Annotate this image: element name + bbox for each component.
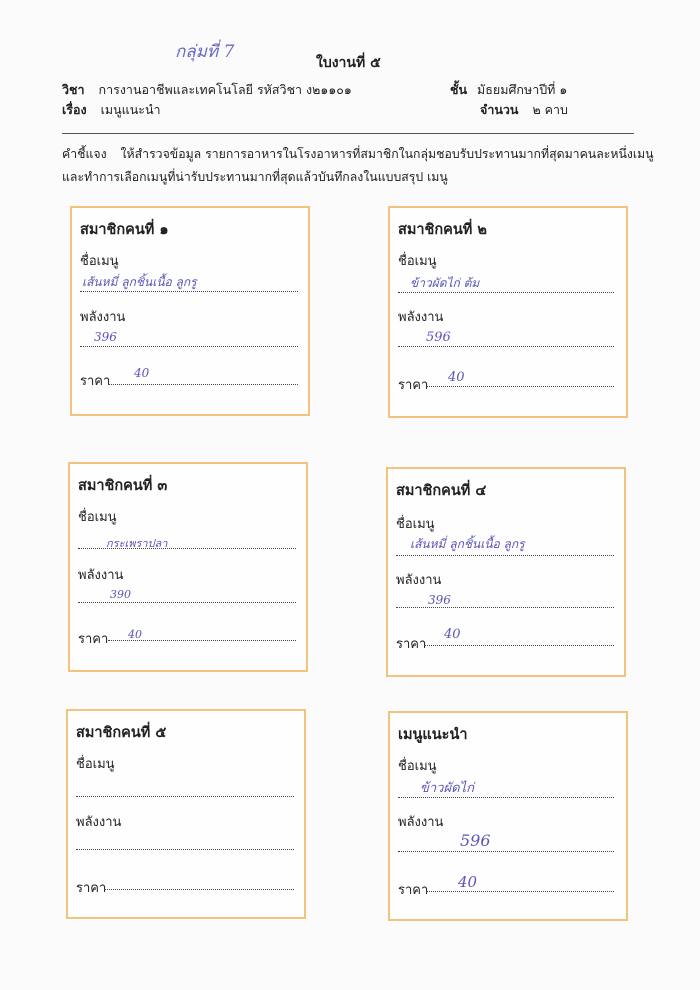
price-label: ราคา [78, 632, 109, 647]
menu-label: ชื่อเมนู [396, 517, 435, 532]
instructions-text-1: ให้สำรวจข้อมูล รายการอาหารในโรงอาหารที่สมาชิกในกลุ่มชอบรับประทานมากที่สุดมาคนละหนึ่งเมนู [120, 147, 654, 161]
price-label: ราคา [80, 374, 111, 389]
level-label: ชั้น [450, 82, 468, 97]
price-line [104, 889, 294, 890]
instructions-text-2: และทำการเลือกเมนูที่น่ารับประทานมากที่สุดแล้วบันทึกลงในแบบสรุป เมนู [62, 170, 448, 184]
topic-line [62, 100, 161, 120]
price-label: ราคา [396, 637, 427, 652]
price-line [424, 645, 614, 646]
level-value: มัธยมศึกษาปีที่ ๑ [477, 82, 568, 97]
menu-label: ชื่อเมนู [78, 510, 117, 525]
member-card-1 [70, 206, 310, 416]
menu-value: เส้นหมี่ ลูกชิ้นเนื้อ ลูกรู [410, 537, 525, 551]
group-number-note: กลุ่มที่ 7 [175, 42, 235, 62]
price-label: ราคา [398, 883, 429, 898]
instructions-line-1 [62, 145, 654, 164]
energy-line [76, 849, 294, 850]
periods-value: ๒ คาบ [532, 102, 568, 117]
periods-label: จำนวน [480, 102, 519, 117]
card-title: เมนูแนะนำ [398, 727, 468, 743]
menu-line [76, 796, 294, 797]
menu-value: ข้าวผัดไก่ [420, 781, 474, 796]
menu-value: เส้นหมี่ ลูกชิ้นเนื้อ ลูกรู [82, 275, 197, 289]
menu-label: ชื่อเมนู [76, 757, 115, 772]
member-card-3 [68, 462, 308, 672]
subject-label: วิชา [62, 82, 85, 97]
card-title: สมาชิกคนที่ ๕ [76, 725, 167, 741]
energy-line [398, 346, 614, 347]
price-value: 40 [134, 366, 150, 380]
member-card-4 [386, 467, 626, 677]
price-line [426, 386, 614, 387]
instructions-line-2 [62, 168, 642, 187]
price-value: 40 [448, 370, 465, 385]
card-title: สมาชิกคนที่ ๓ [78, 478, 168, 494]
card-title: สมาชิกคนที่ ๒ [398, 222, 487, 238]
price-line [108, 384, 298, 385]
worksheet-title: ใบงานที่ ๕ [316, 55, 381, 71]
menu-label: ชื่อเมนู [398, 254, 437, 269]
energy-line [398, 851, 614, 852]
energy-value: 390 [110, 588, 131, 601]
menu-label: ชื่อเมนู [398, 759, 437, 774]
energy-value: 596 [426, 330, 451, 345]
menu-line [396, 555, 614, 556]
menu-value: กระเพราปลา [106, 537, 168, 550]
member-card-5 [66, 709, 306, 919]
periods-line [480, 100, 568, 120]
subject-line [62, 80, 352, 100]
topic-label: เรื่อง [62, 102, 87, 117]
subject-value: การงานอาชีพและเทคโนโลยี รหัสวิชา ง๒๑๑๐๑ [98, 82, 352, 97]
card-title: สมาชิกคนที่ ๑ [80, 222, 169, 238]
card-title: สมาชิกคนที่ ๔ [396, 483, 487, 499]
energy-label: พลังงาน [398, 310, 444, 325]
energy-label: พลังงาน [396, 573, 442, 588]
energy-value: 596 [460, 831, 491, 850]
topic-value: เมนูแนะนำ [100, 102, 161, 117]
member-card-2 [388, 206, 628, 418]
energy-line [78, 602, 296, 603]
price-line [426, 891, 614, 892]
price-value: 40 [444, 627, 461, 642]
recommended-menu-card [388, 711, 628, 921]
menu-value: ข้าวผัดไก่ ต้ม [410, 276, 480, 290]
price-value: 40 [128, 628, 142, 641]
price-label: ราคา [76, 881, 107, 896]
energy-label: พลังงาน [76, 815, 122, 830]
energy-line [396, 607, 614, 608]
price-label: ราคา [398, 378, 429, 393]
energy-value: 396 [94, 330, 117, 344]
level-line [450, 80, 567, 100]
price-value: 40 [458, 873, 478, 891]
instructions-label: คำชี้แจง [62, 147, 107, 161]
header-divider [62, 133, 634, 134]
energy-label: พลังงาน [398, 815, 444, 830]
energy-line [80, 346, 298, 347]
energy-value: 396 [428, 593, 451, 607]
energy-label: พลังงาน [78, 568, 124, 583]
menu-label: ชื่อเมนู [80, 254, 119, 269]
energy-label: พลังงาน [80, 310, 126, 325]
